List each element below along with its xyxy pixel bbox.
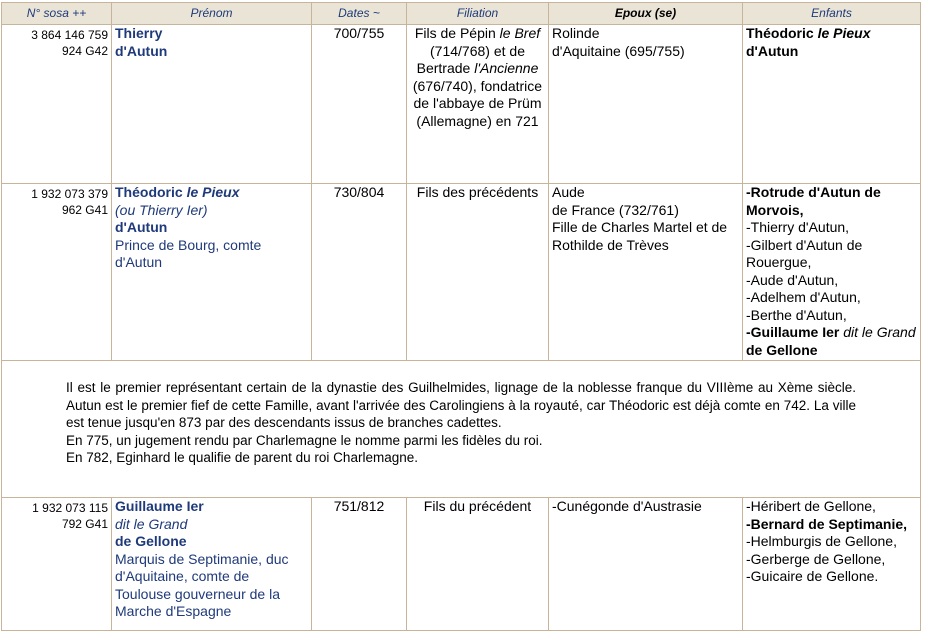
sosa-generation: 962 G41 <box>61 203 108 217</box>
person-name: Thierry <box>115 25 163 41</box>
person-name: Guillaume Ier <box>115 498 204 514</box>
filiation-cell <box>407 25 549 184</box>
epoux-cell <box>549 184 743 361</box>
filiation-text: (714/768) et de Bertrade <box>416 42 525 76</box>
epoux-cell <box>549 25 743 184</box>
child-name: -Aude d'Autun, <box>746 271 839 288</box>
table-row <box>2 184 921 361</box>
note-row <box>2 361 921 498</box>
dates-cell: 751/812 <box>312 498 407 631</box>
child-name: -Berthe d'Autun, <box>746 306 847 323</box>
filiation-text: Fils de Pépin <box>414 25 500 41</box>
header-dates: Dates ~ <box>312 3 407 25</box>
header-filiation: Filiation <box>407 3 549 25</box>
dates-cell: 700/755 <box>312 25 407 184</box>
note-paragraph: Il est le premier représentant certain de la dynastie des Guilhelmides, lignage de la noblesse franque du VIIIème au Xème siècle. Autun est le premier fief de cette Famille, avant l'arrivée des Carolingiens à la royauté, car Théodoric est déjà comte en 742. La ville est tenue jusqu'en 873 par des descendants issus de branches cadettes. <box>66 380 856 430</box>
child-name: -Rotrude d'Autun de Morvois, <box>746 184 881 218</box>
spouse-parents: Fille de Charles Martel et de Rothilde de Trèves <box>552 219 728 253</box>
child-name: -Gilbert d'Autun de Rouergue, <box>746 236 863 270</box>
person-surname: d'Autun <box>115 219 168 235</box>
person-surname: de Gellone <box>115 533 187 549</box>
person-surname: d'Autun <box>115 42 168 59</box>
spouse-name: Aude <box>552 184 585 200</box>
child-name: Théodoric <box>746 25 818 41</box>
child-name: -Adelhem d'Autun, <box>746 289 861 305</box>
filiation-cell: Fils des précédents <box>407 184 549 361</box>
spouse-origin: de France (732/761) <box>552 201 679 218</box>
header-sosa: N° sosa ++ <box>2 3 112 25</box>
sosa-number: 3 864 146 759 <box>31 28 108 42</box>
filiation-cell: Fils du précédent <box>407 498 549 631</box>
person-title: Marquis de Septimanie, duc d'Aquitaine, comte de Toulouse gouverneur de la Marche d'Espagne <box>115 550 289 619</box>
person-epithet: le Pieux <box>186 184 240 200</box>
note-paragraph: En 782, Eginhard le qualifie de parent du roi Charlemagne. <box>66 450 418 465</box>
table-row <box>2 498 921 631</box>
filiation-epithet: l'Ancienne <box>474 60 539 76</box>
filiation-text: (676/740), fondatrice de l'abbaye de Prüm (Allemagne) en 721 <box>412 77 543 129</box>
child-name: -Héribert de Gellone, <box>746 498 876 514</box>
person-name: Théodoric <box>115 184 187 200</box>
enfants-cell <box>743 184 921 361</box>
child-name: -Gerberge de Gellone, <box>746 550 886 567</box>
header-enfants: Enfants <box>743 3 921 25</box>
enfants-cell <box>743 498 921 631</box>
person-title: Prince de Bourg, comte d'Autun <box>115 236 262 270</box>
child-name: -Bernard de Septimanie, <box>746 515 908 532</box>
filiation-epithet: le Bref <box>499 25 541 41</box>
header-row <box>2 3 921 25</box>
name-cell <box>112 25 312 184</box>
child-surname: de Gellone <box>746 341 818 358</box>
child-epithet: le Pieux <box>817 25 871 41</box>
sosa-generation: 792 G41 <box>61 517 108 531</box>
header-epoux: Epoux (se) <box>549 3 743 25</box>
child-name: -Guicaire de Gellone. <box>746 568 879 584</box>
person-epithet: dit le Grand <box>115 515 188 532</box>
name-cell <box>112 184 312 361</box>
sosa-cell <box>2 184 112 361</box>
biography-note <box>2 361 921 498</box>
table-row <box>2 25 921 184</box>
genealogy-table <box>1 2 921 631</box>
sosa-cell <box>2 498 112 631</box>
name-cell <box>112 498 312 631</box>
sosa-number: 1 932 073 379 <box>31 187 108 201</box>
note-paragraph: En 775, un jugement rendu par Charlemagne le nomme parmi les fidèles du roi. <box>66 432 543 448</box>
epoux-cell: -Cunégonde d'Austrasie <box>549 498 743 631</box>
child-name: -Helmburgis de Gellone, <box>746 533 897 549</box>
child-surname: d'Autun <box>746 42 799 59</box>
dates-cell: 730/804 <box>312 184 407 361</box>
child-name: -Thierry d'Autun, <box>746 219 850 235</box>
header-prenom: Prénom <box>112 3 312 25</box>
sosa-generation: 924 G42 <box>61 44 108 58</box>
enfants-cell <box>743 25 921 184</box>
child-name: -Guillaume Ier <box>746 324 844 340</box>
sosa-cell <box>2 25 112 184</box>
spouse-origin: d'Aquitaine (695/755) <box>552 42 685 59</box>
spouse-name: Rolinde <box>552 25 600 41</box>
sosa-number: 1 932 073 115 <box>32 501 108 515</box>
person-alias: (ou Thierry Ier) <box>115 201 208 218</box>
child-epithet: dit le Grand <box>843 324 916 340</box>
